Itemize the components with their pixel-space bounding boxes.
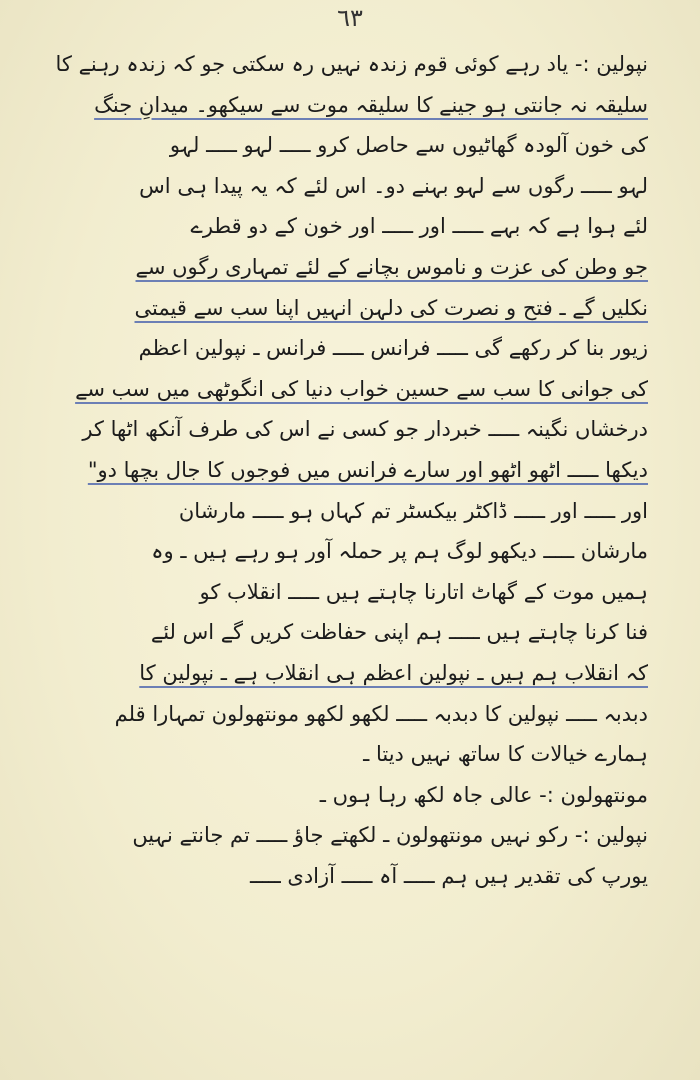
text-line: دبدبہ ـــــ نپولین کا دبدبہ ـــــ لکھو لکھو مونتھولون تمہارا قلم [114,701,648,726]
text-line: ہمارے خیالات کا ساتھ نہیں دیتا ـ [363,742,648,767]
speaker-line: مونتھولون :- عالی جاہ لکھ رہا ہوں ـ [319,782,648,807]
text-line: جو وطن کی عزت و ناموس بچانے کے لئے تمہاری رگوں سے [135,254,648,279]
page-number: ٦٣ [337,4,363,32]
text-line: درخشاں نگینہ ـــــ خبردار جو کسی نے اس کی طرف آنکھ اٹھا کر [82,417,648,442]
text-line: لئے ہوا ہے کہ بہے ـــــ اور ـــــ اور خون کے دو قطرے [190,214,648,239]
text-line: فنا کرنا چاہتے ہیں ـــــ ہم اپنی حفاظت کریں گے اس لئے [150,620,648,645]
text-line: زیور بنا کر رکھے گی ـــــ فرانس ـــــ فرانس ـ نپولین اعظم [138,336,648,361]
text-line: لہو ـــــ رگوں سے لہو بہنے دو۔ اس لئے کہ یہ پیدا ہی اس [139,173,648,198]
text-line: مارشان ـــــ دیکھو لوگ ہم پر حملہ آور ہو رہے ہیں ـ وہ [151,539,648,564]
handwritten-text-block [56,44,648,896]
text-line: یورپ کی تقدیر ہیں ہم ـــــ آہ ـــــ آزادی ـــــ [249,863,648,888]
text-line: اور ـــــ اور ـــــ ڈاکٹر بیکسٹر تم کہاں ہو ـــــ مارشان [178,498,648,523]
speaker-line: نپولین :- رکو نہیں مونتھولون ـ لکھتے جاؤ ـــــ تم جانتے نہیں [132,823,648,848]
text-line: کی خون آلودہ گھاٹیوں سے حاصل کرو ـــــ لہو ـــــ لہو [169,133,648,158]
text-line: ہمیں موت کے گھاٹ اتارنا چاہتے ہیں ـــــ انقلاب کو [199,579,648,604]
text-line: نکلیں گے ـ فتح و نصرت کی دلہن انہیں اپنا سب سے قیمتی [134,295,648,320]
text-line: سلیقہ نہ جانتی ہو جینے کا سلیقہ موت سے سیکھو۔ میدانِ جنگ [94,92,648,117]
text-line: کہ انقلاب ہم ہیں ـ نپولین اعظم ہی انقلاب ہے ـ نپولین کا [139,660,648,685]
text-line: نپولین :- یاد رہے کوئی قوم زندہ نہیں رہ سکتی جو کہ زندہ رہنے کا [56,52,648,76]
text-line: دیکھا ـــــ اٹھو اٹھو اور سارے فرانس میں فوجوں کا جال بچھا دو" [87,457,648,482]
text-line: کی جوانی کا سب سے حسین خواب دنیا کی انگوٹھی میں سب سے [75,376,648,401]
